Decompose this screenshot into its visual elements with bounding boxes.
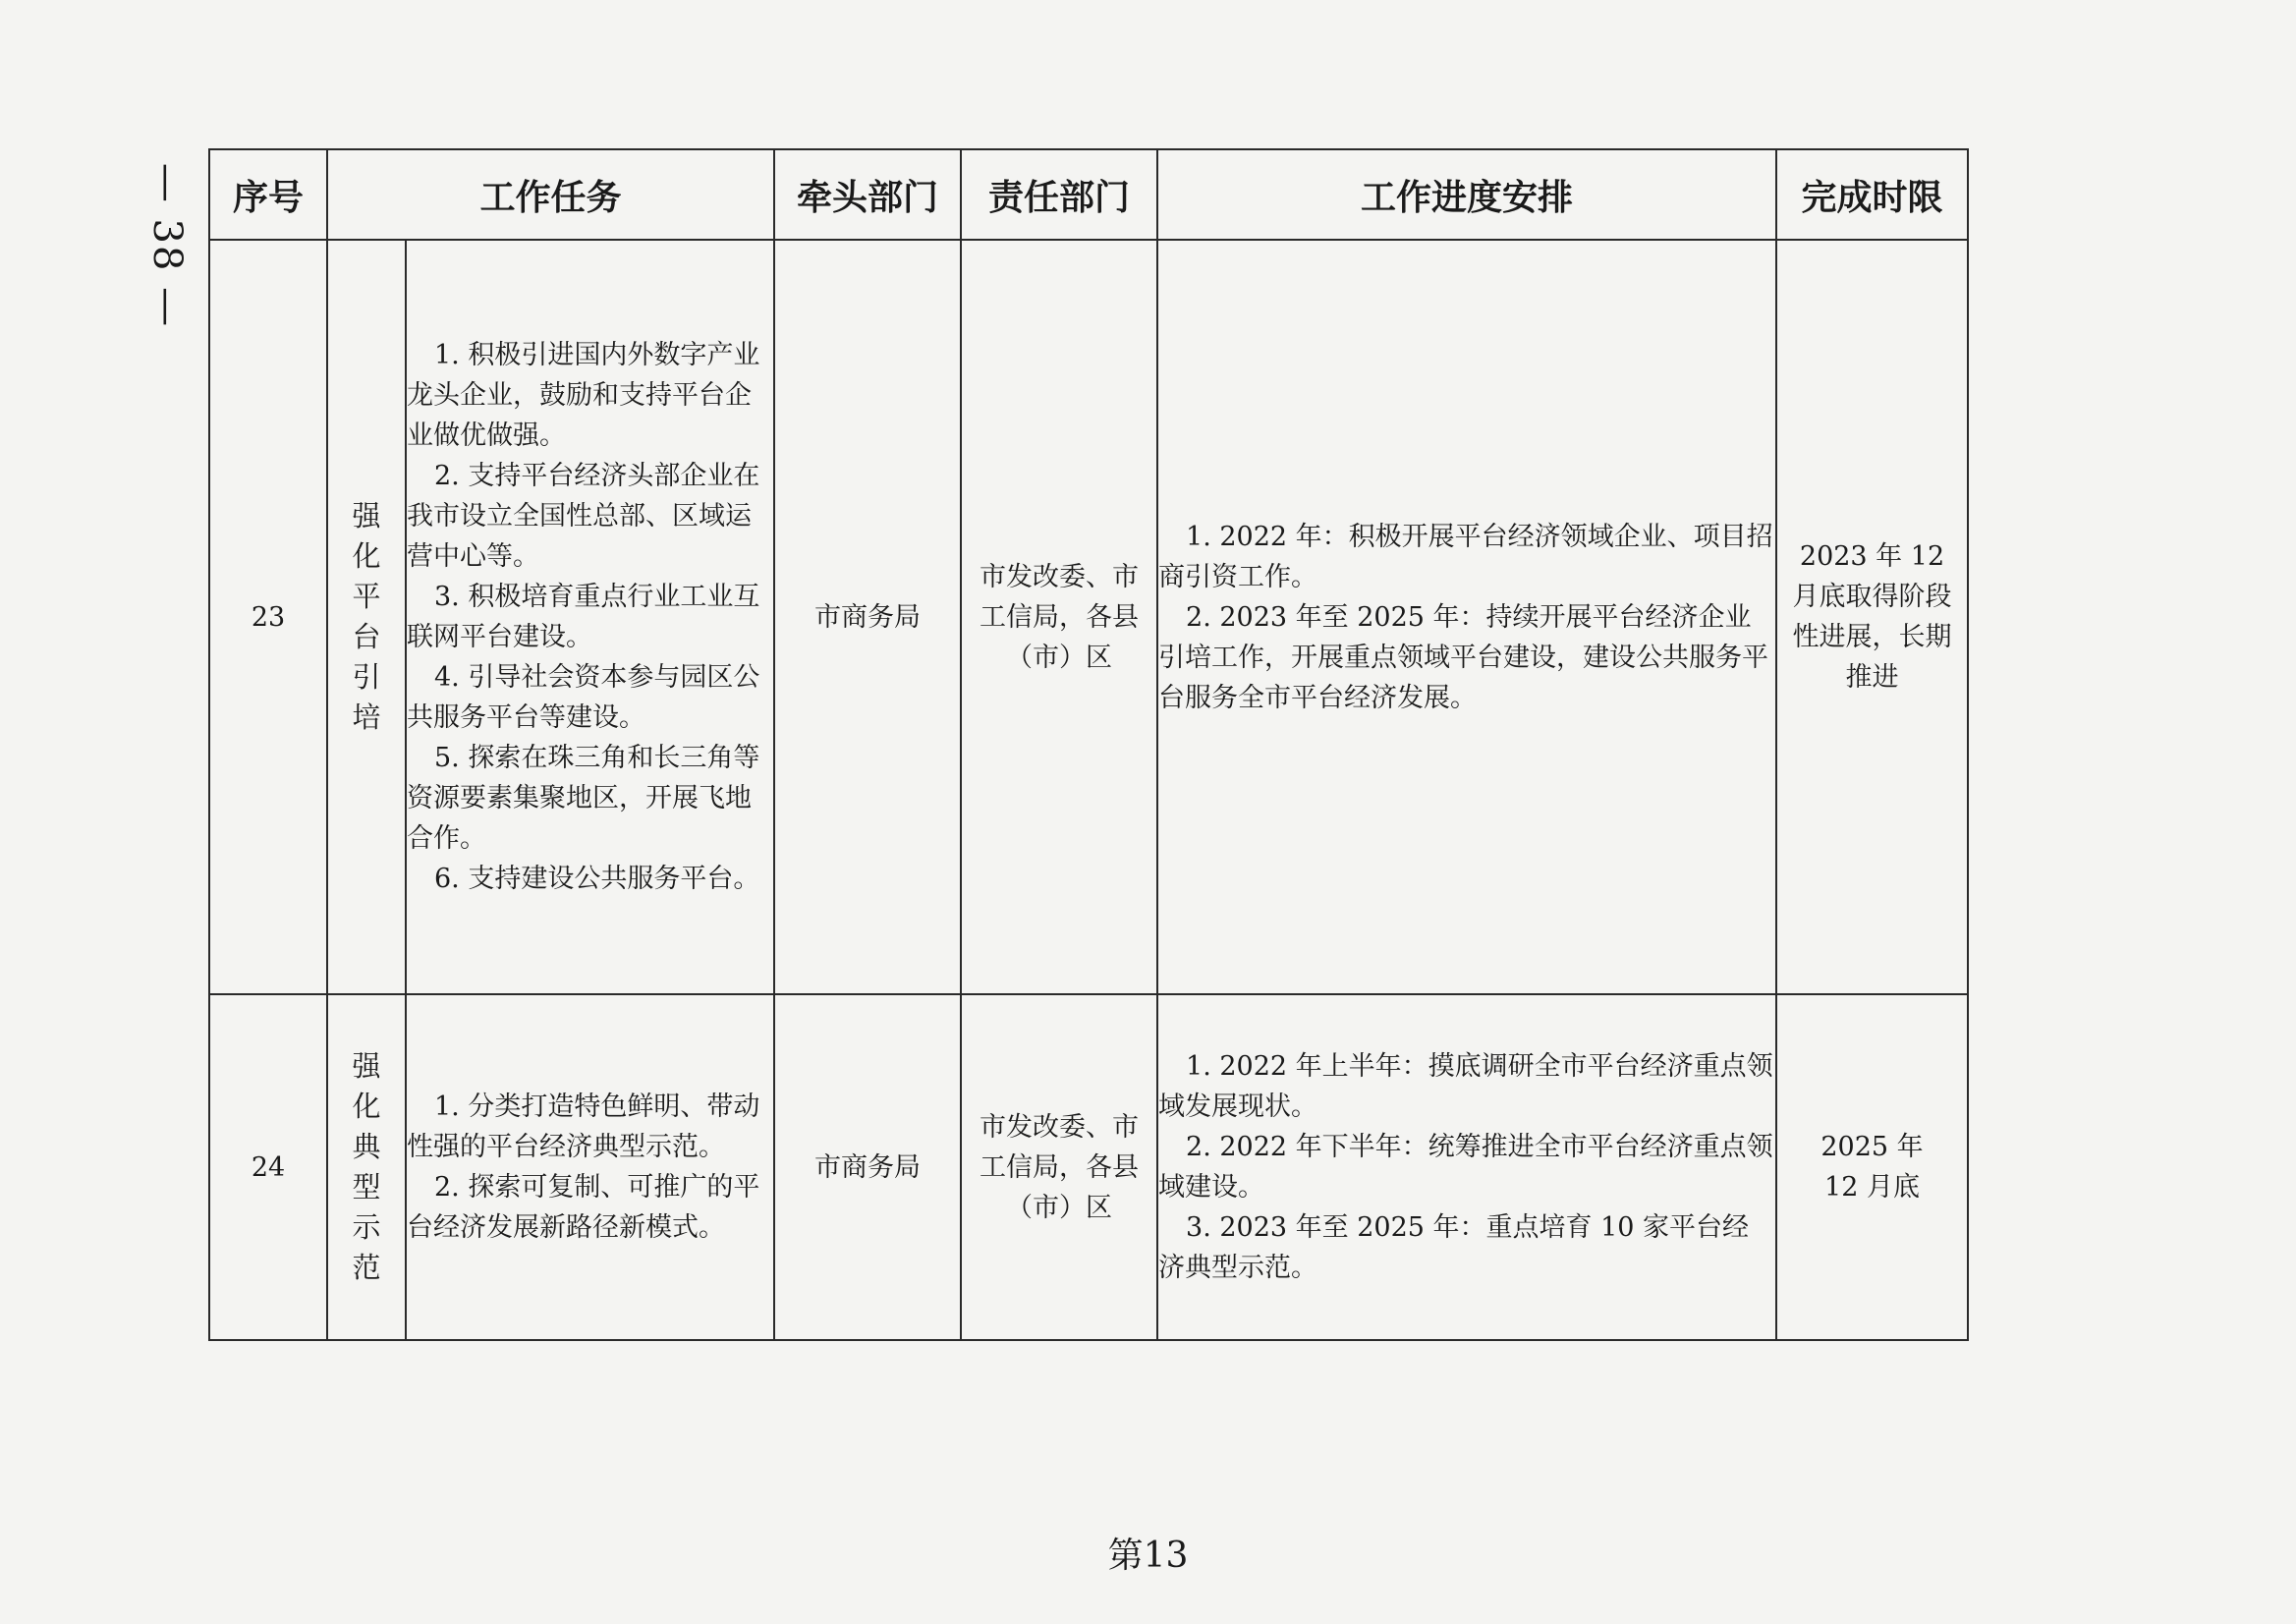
plan-item: 3. 2023 年至 2025 年：重点培育 10 家平台经济典型示范。 (1158, 1212, 1750, 1283)
task-item: 6. 支持建设公共服务平台。 (434, 864, 760, 894)
footer-page-number: 第13 (1107, 1536, 1189, 1576)
header-resp: 责任部门 (961, 149, 1157, 240)
row-plan (1157, 994, 1776, 1340)
task-item: 3. 积极培育重点行业工业互联网平台建设。 (407, 582, 760, 652)
task-item: 2. 探索可复制、可推广的平台经济发展新路径新模式。 (407, 1172, 760, 1243)
task-item: 2. 支持平台经济头部企业在我市设立全国性总部、区域运营中心等。 (407, 461, 760, 572)
table-row (209, 240, 1968, 994)
header-deadline: 完成时限 (1776, 149, 1968, 240)
row-tasks (406, 240, 774, 994)
row-resp-dept: 市发改委、市工信局，各县（市）区 (961, 994, 1157, 1340)
header-seq: 序号 (209, 149, 327, 240)
work-task-table (208, 148, 1969, 1341)
row-deadline: 2025 年 12 月底 (1776, 994, 1968, 1340)
table-header-row (209, 149, 1968, 240)
row-seq: 24 (209, 994, 327, 1340)
task-item: 1. 分类打造特色鲜明、带动性强的平台经济典型示范。 (407, 1092, 760, 1162)
row-lead-dept: 市商务局 (774, 240, 961, 994)
plan-item: 1. 2022 年上半年：摸底调研全市平台经济重点领域发展现状。 (1158, 1051, 1773, 1122)
header-task: 工作任务 (327, 149, 774, 240)
header-plan: 工作进度安排 (1157, 149, 1776, 240)
task-item: 1. 积极引进国内外数字产业龙头企业，鼓励和支持平台企业做优做强。 (407, 340, 760, 451)
task-item: 4. 引导社会资本参与园区公共服务平台等建设。 (407, 662, 760, 733)
row-tasks (406, 994, 774, 1340)
row-deadline: 2023 年 12 月底取得阶段性进展，长期推进 (1776, 240, 1968, 994)
task-item: 5. 探索在珠三角和长三角等资源要素集聚地区，开展飞地合作。 (407, 743, 760, 854)
row-seq: 23 (209, 240, 327, 994)
side-page-number: — 38 — (144, 162, 191, 329)
plan-item: 2. 2023 年至 2025 年：持续开展平台经济企业引培工作，开展重点领域平台建设，建设公共服务平台服务全市平台经济发展。 (1158, 601, 1769, 713)
table-row (209, 994, 1968, 1340)
row-lead-dept: 市商务局 (774, 994, 961, 1340)
plan-item: 2. 2022 年下半年：统筹推进全市平台经济重点领域建设。 (1158, 1132, 1773, 1203)
row-category: 强化典型示范 (327, 994, 406, 1340)
row-resp-dept: 市发改委、市工信局，各县（市）区 (961, 240, 1157, 994)
header-lead: 牵头部门 (774, 149, 961, 240)
row-category: 强化平台引培 (327, 240, 406, 994)
row-plan (1157, 240, 1776, 994)
plan-item: 1. 2022 年：积极开展平台经济领域企业、项目招商引资工作。 (1158, 521, 1773, 592)
